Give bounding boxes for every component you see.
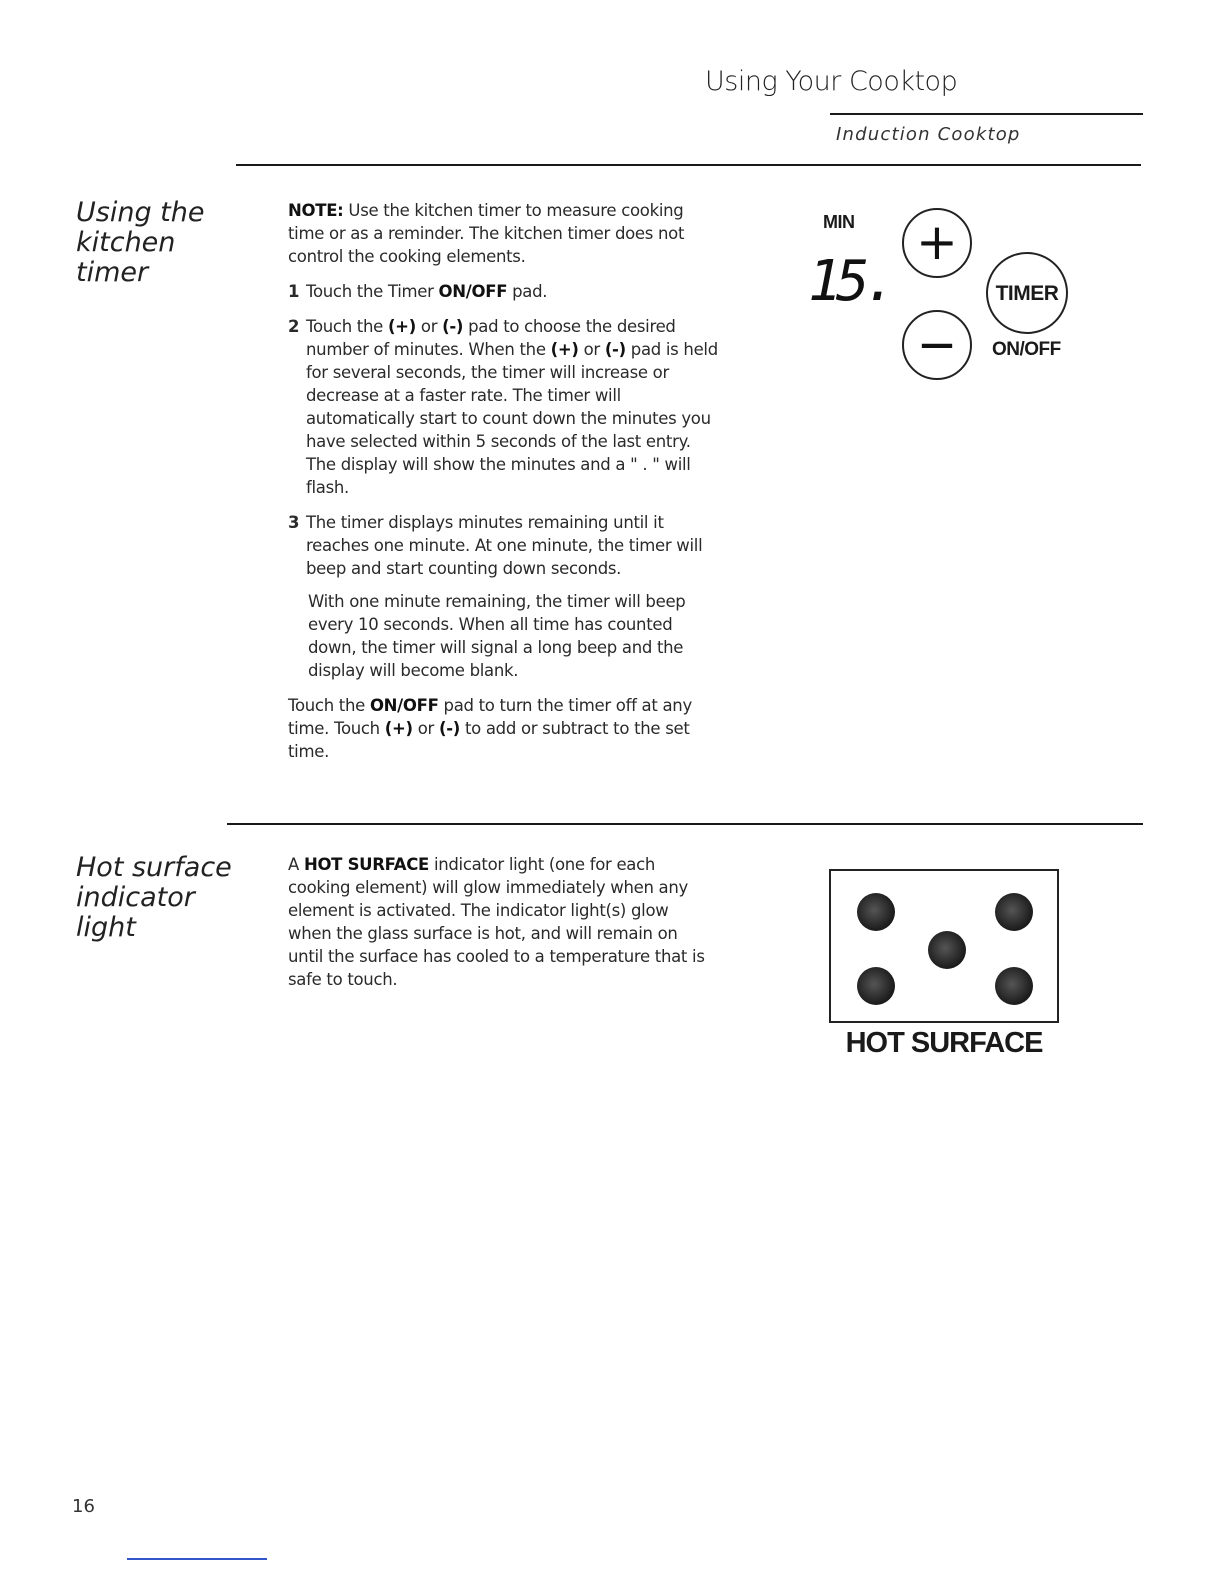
minus-icon: — xyxy=(920,324,954,364)
indicator-light-center xyxy=(928,931,966,969)
section-heading-hot-surface: Hot surface indicator light xyxy=(76,852,232,943)
hot-surface-label: HOT SURFACE xyxy=(845,1027,1043,1059)
indicator-light-left-rear xyxy=(857,893,895,931)
step-2: 2 Touch the (+) or (-) pad to choose the desired number of minutes. When the (+) or (-) pad is held for several seconds, the timer will increase or decrease at a faster rate. The timer will automatically start to count down the minutes you have selected within 5 seconds of the last entry. The display will show the minutes and a " . " will flash. xyxy=(288,317,718,497)
step-1: 1 Touch the Timer ON/OFF pad. xyxy=(288,282,548,301)
page-header-title: Using Your Cooktop xyxy=(705,66,958,97)
timer-final-note: Touch the ON/OFF pad to turn the timer off at any time. Touch (+) or (-) to add or subtract to the set time. xyxy=(288,696,692,761)
timer-minus-button[interactable] xyxy=(902,310,972,380)
hot-surface-description: A HOT SURFACE indicator light (one for each cooking element) will glow immediately when any element is activated. The indicator light(s) glow when the glass surface is hot, and will remain on until the surface has cooled to a temperature that is safe to touch. xyxy=(288,855,705,989)
indicator-light-left-front xyxy=(857,967,895,1005)
hot-surface-panel xyxy=(829,869,1059,1023)
footer-link-line xyxy=(127,1558,267,1560)
step-3-note: With one minute remaining, the timer will beep every 10 seconds. When all time has counted down, the timer will signal a long beep and the display will become blank. xyxy=(308,592,686,680)
step-3: 3 The timer displays minutes remaining until it reaches one minute. At one minute, the timer will beep and start counting down seconds. xyxy=(288,513,703,578)
indicator-light-right-front xyxy=(995,967,1033,1005)
indicator-light-right-rear xyxy=(995,893,1033,931)
header-divider xyxy=(236,164,1141,166)
section-heading-timer: Using the kitchen timer xyxy=(76,197,205,288)
onoff-label: ON/OFF xyxy=(992,339,1061,360)
timer-note: NOTE: Use the kitchen timer to measure cooking time or as a reminder. The kitchen timer does not control the cooking elements. xyxy=(288,201,685,266)
min-label: MIN xyxy=(823,212,855,232)
timer-instructions xyxy=(288,199,718,775)
page-number: 16 xyxy=(72,1496,95,1517)
plus-icon: + xyxy=(916,213,958,271)
timer-plus-button[interactable] xyxy=(902,208,972,278)
timer-button-label: TIMER xyxy=(995,282,1059,305)
timer-display: 15. xyxy=(808,249,892,314)
timer-onoff-button[interactable] xyxy=(986,252,1068,334)
header-divider-short xyxy=(830,113,1143,115)
section-divider xyxy=(227,823,1143,825)
page-header-subtitle: Induction Cooktop xyxy=(836,124,1021,145)
